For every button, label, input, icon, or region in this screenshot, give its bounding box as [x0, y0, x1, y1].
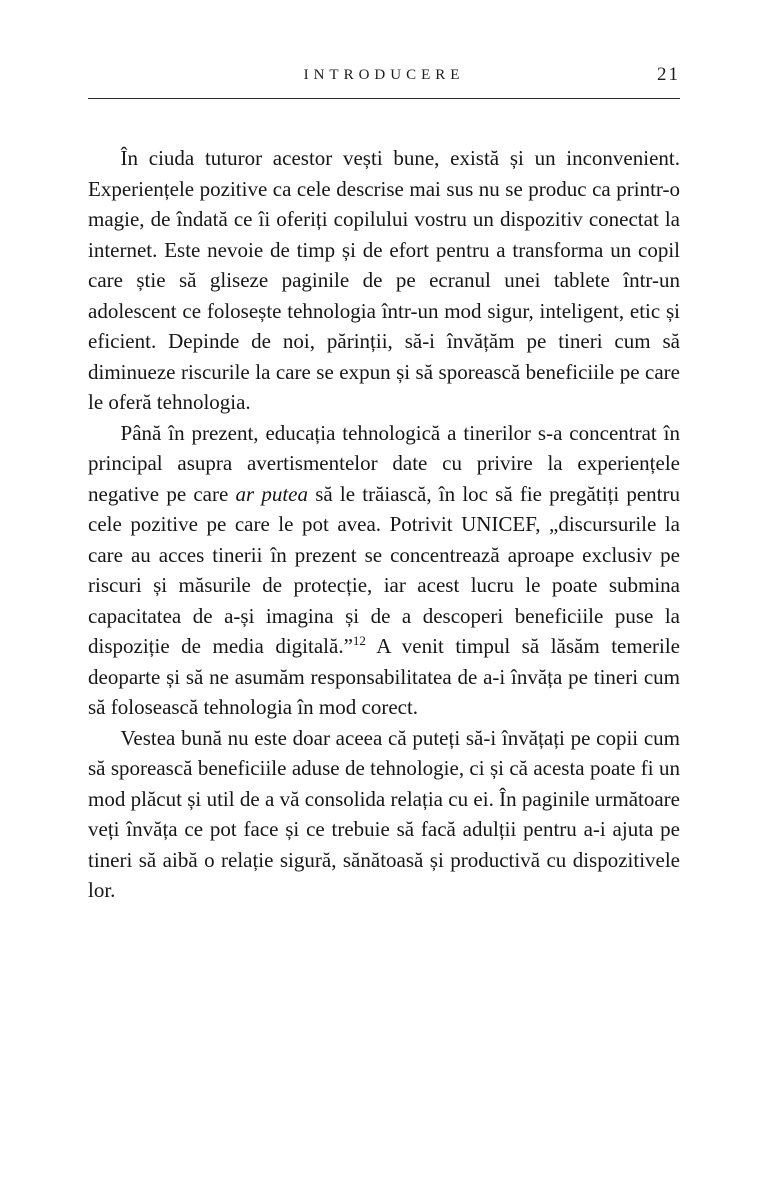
paragraph-2-text-after-footnote: A venit timpul să lăsăm temerile deoparte și să ne asumăm responsabilitatea de a-i învăța pe tineri cum să folosească tehnologia în mod corect.: [88, 634, 680, 719]
page-header: [88, 66, 680, 90]
paragraph-1: În ciuda tuturor acestor vești bune, există și un inconvenient. Experiențele pozitive ca cele descrise mai sus nu se produc ca printr-o magie, de îndată ce îi oferiți copilului vostru un dispozitiv conectat la internet. Este nevoie de timp și de efort pentru a transforma un copil care știe să gliseze paginile de pe ecranul unei tablete într-un adolescent ce folosește tehnologia într-un mod sigur, inteligent, etic și eficient. Depinde de noi, părinții, să-i învățăm pe tineri cum să diminueze riscurile la care se expun și să sporească beneficiile pe care le oferă tehnologia.: [88, 146, 680, 414]
header-rule: [88, 98, 680, 99]
page-body: [88, 143, 680, 906]
running-header-title: INTRODUCERE: [303, 67, 465, 83]
italic-phrase: ar putea: [235, 481, 309, 506]
footnote-marker: 12: [352, 633, 366, 648]
paragraph-2: [88, 418, 680, 723]
paragraph-2-text-before-italic: Până în prezent, educația tehnologică a tinerilor s-a concentrat în principal asupra avertismentelor date cu privire la experiențele negative pe care: [88, 420, 680, 506]
paragraph-2-text-after-italic: să le trăiască, în loc să fie pregătiți pentru cele pozitive pe care le pot avea. Potrivit UNICEF, „discursurile la care au acces tinerii în prezent se concentrează aproape exclusiv pe riscuri și măsurile de protecție, iar acest lucru le poate submina capacitatea de a-și imagina și de a descoperi beneficiile puse la dispoziție de media digitală.”: [88, 481, 680, 658]
page-number: 21: [657, 64, 680, 85]
paragraph-3: Vestea bună nu este doar aceea că puteți să-i învățați pe copii cum să sporească beneficiile aduse de tehnologie, ci și că acesta poate fi un mod plăcut și util de a vă consolida relația cu ei. În paginile următoare veți învăța ce pot face și ce trebuie să facă adulții pentru a-i ajuta pe tineri să aibă o relație sigură, sănătoasă și productivă cu dispozitivele lor.: [88, 725, 680, 902]
